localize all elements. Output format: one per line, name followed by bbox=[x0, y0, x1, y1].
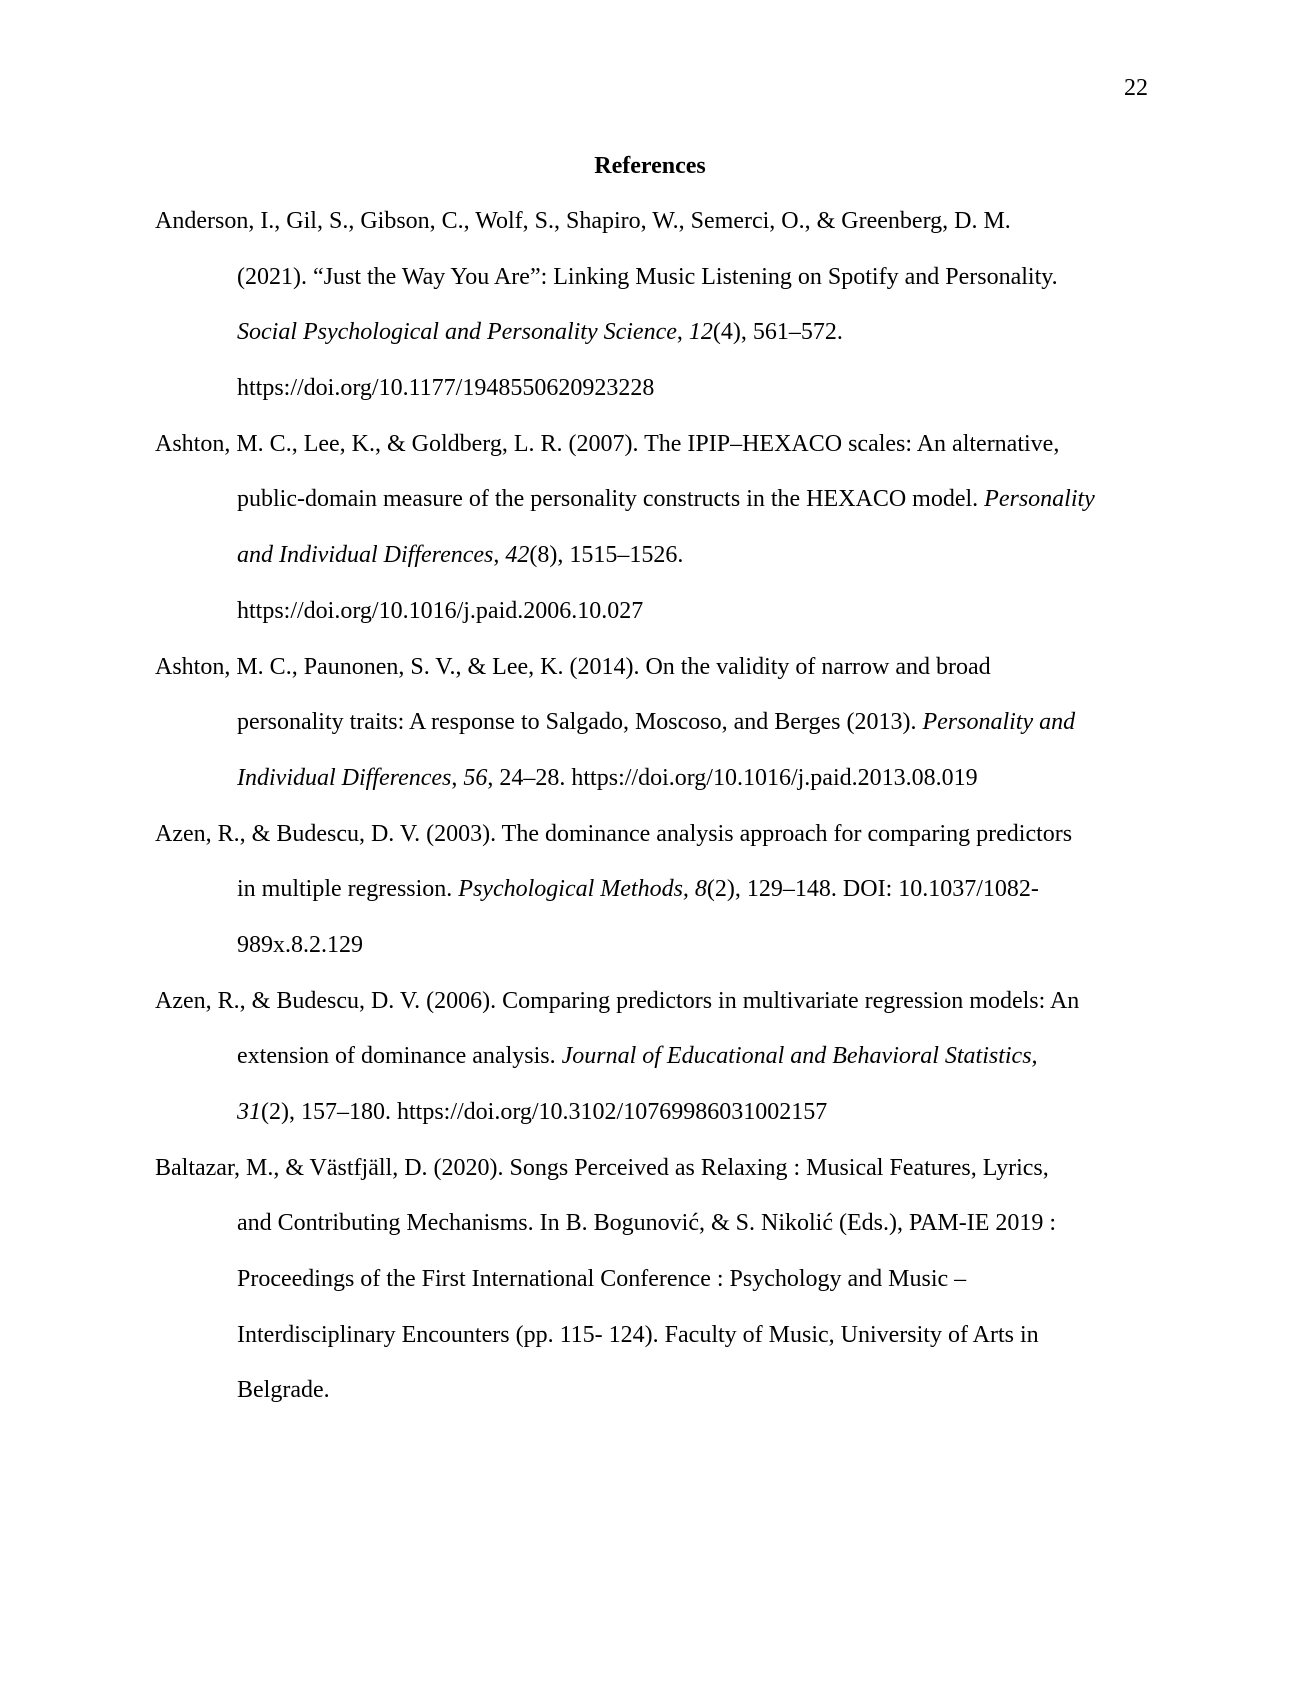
reference-first-line bbox=[155, 417, 1150, 473]
text-segment: 42 bbox=[505, 542, 530, 569]
text-segment: 56 bbox=[463, 764, 488, 791]
reference-continuation-line bbox=[155, 918, 1150, 974]
reference-continuation-line bbox=[155, 305, 1150, 361]
text-segment: Anderson, I., Gil, S., Gibson, C., Wolf, S., Shapiro, W., Semerci, O., & Greenberg, D. M. bbox=[155, 208, 1011, 234]
text-segment: (4), 561–572. bbox=[712, 319, 843, 346]
text-segment: Journal of Educational and Behavioral Statistics, bbox=[561, 1043, 1038, 1070]
text-segment: , 24–28. https://doi.org/10.1016/j.paid.2013.08.019 bbox=[487, 764, 978, 791]
reference-first-line bbox=[155, 974, 1150, 1030]
reference-entry bbox=[155, 1141, 1150, 1419]
text-segment: and Contributing Mechanisms. In B. Bogunović, & S. Nikolić (Eds.), PAM-IE 2019 : bbox=[237, 1210, 1057, 1237]
text-segment: (2), 157–180. https://doi.org/10.3102/10769986031002157 bbox=[261, 1099, 828, 1125]
reference-continuation-line bbox=[155, 1363, 1150, 1419]
text-segment: https://doi.org/10.1177/1948550620923228 bbox=[237, 375, 655, 402]
text-segment: (2021). “Just the Way You Are”: Linking Music Listening on Spotify and Personality. bbox=[237, 263, 1058, 290]
text-segment: Baltazar, M., & Västfjäll, D. (2020). Songs Perceived as Relaxing : Musical Features, Lyrics, bbox=[155, 1154, 1049, 1181]
reference-continuation-line bbox=[155, 528, 1150, 584]
text-segment: (2), 129–148. DOI: 10.1037/1082- bbox=[706, 876, 1039, 903]
text-segment: Ashton, M. C., Lee, K., & Goldberg, L. R. (2007). The IPIP–HEXACO scales: An alternative, bbox=[155, 430, 1060, 457]
text-segment: https://doi.org/10.1016/j.paid.2006.10.027 bbox=[237, 597, 644, 624]
reference-continuation-line bbox=[155, 1196, 1150, 1252]
reference-first-line bbox=[155, 807, 1150, 863]
text-segment: Azen, R., & Budescu, D. V. (2003). The dominance analysis approach for comparing predictors bbox=[155, 820, 1073, 847]
reference-entry bbox=[155, 640, 1150, 807]
reference-first-line bbox=[155, 1141, 1150, 1197]
text-segment: , bbox=[676, 319, 689, 346]
text-segment: 989x.8.2.129 bbox=[237, 931, 363, 958]
text-segment: , bbox=[451, 764, 464, 791]
text-segment: Belgrade. bbox=[237, 1377, 330, 1404]
reference-continuation-line bbox=[155, 1252, 1150, 1308]
text-segment: 12 bbox=[688, 319, 713, 346]
text-segment: Psychological Methods, 8 bbox=[458, 876, 707, 903]
text-segment: public-domain measure of the personality constructs in the HEXACO model. bbox=[237, 486, 985, 513]
reference-continuation-line bbox=[155, 361, 1150, 417]
page-number: 22 bbox=[1124, 75, 1148, 101]
reference-continuation-line bbox=[155, 751, 1150, 807]
text-segment: , bbox=[493, 542, 506, 569]
text-segment: and Individual Differences bbox=[237, 542, 494, 569]
reference-continuation-line bbox=[155, 250, 1150, 306]
reference-entry bbox=[155, 417, 1150, 640]
text-segment: (8), 1515–1526. bbox=[529, 542, 684, 569]
text-segment: Interdisciplinary Encounters (pp. 115- 124). Faculty of Music, University of Arts in bbox=[237, 1321, 1039, 1348]
text-segment: in multiple regression. bbox=[237, 876, 459, 903]
reference-continuation-line bbox=[155, 472, 1150, 528]
reference-first-line bbox=[155, 640, 1150, 696]
references-list bbox=[155, 194, 1150, 1419]
reference-entry bbox=[155, 194, 1150, 417]
text-segment: Ashton, M. C., Paunonen, S. V., & Lee, K. (2014). On the validity of narrow and broad bbox=[155, 653, 991, 680]
reference-continuation-line bbox=[155, 695, 1150, 751]
text-segment: personality traits: A response to Salgado, Moscoso, and Berges (2013). bbox=[237, 709, 923, 736]
reference-continuation-line bbox=[155, 862, 1150, 918]
reference-continuation-line bbox=[155, 584, 1150, 640]
text-segment: 31 bbox=[237, 1099, 261, 1125]
reference-continuation-line bbox=[155, 1308, 1150, 1364]
reference-continuation-line bbox=[155, 1085, 1150, 1141]
references-heading: References bbox=[594, 153, 706, 179]
text-segment: Azen, R., & Budescu, D. V. (2006). Comparing predictors in multivariate regression models: An bbox=[155, 987, 1080, 1014]
text-segment: Individual Differences bbox=[237, 764, 452, 791]
text-segment: Social Psychological and Personality Science bbox=[237, 319, 677, 346]
reference-entry bbox=[155, 974, 1150, 1141]
text-segment: Personality and bbox=[922, 709, 1076, 736]
text-segment: extension of dominance analysis. bbox=[237, 1043, 562, 1070]
reference-first-line bbox=[155, 194, 1150, 250]
text-segment: Personality bbox=[984, 486, 1095, 513]
reference-continuation-line bbox=[155, 1029, 1150, 1085]
text-segment: Proceedings of the First International Conference : Psychology and Music – bbox=[237, 1266, 967, 1293]
reference-entry bbox=[155, 807, 1150, 974]
